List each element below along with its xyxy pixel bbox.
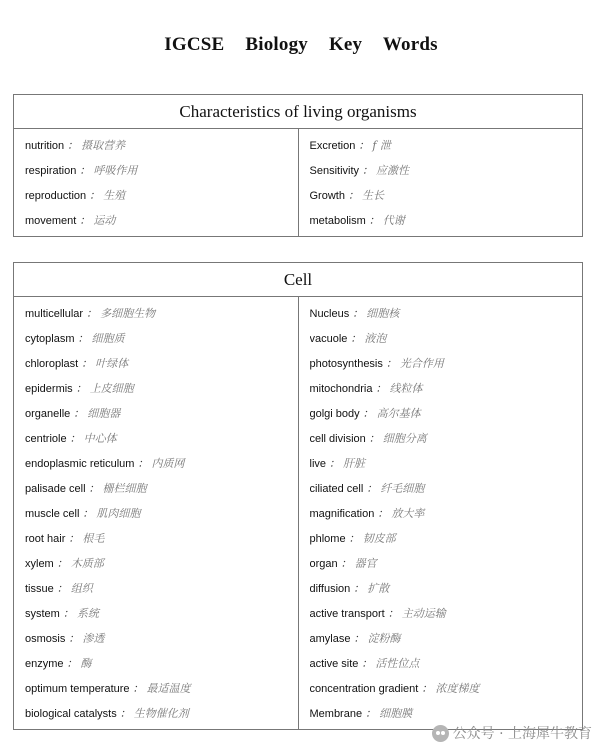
term-english: palisade cell — [25, 483, 86, 495]
term-row — [310, 575, 583, 600]
term-chinese: 细胞核 — [366, 307, 400, 320]
term-chinese: 放大率 — [391, 507, 425, 520]
term-english: Nucleus — [309, 308, 350, 320]
term-english: nutrition — [25, 140, 65, 152]
term-separator: ： — [132, 682, 144, 695]
term-english: Sensitivity — [309, 165, 360, 177]
term-separator: ： — [66, 657, 78, 670]
term-row — [310, 650, 583, 675]
term-separator: ： — [368, 432, 380, 445]
term-chinese: 叶绿体 — [95, 357, 129, 370]
term-english: phlome — [309, 533, 346, 545]
term-english: active site — [309, 658, 359, 670]
term-english: movement — [25, 215, 77, 227]
characteristics-table — [13, 94, 583, 237]
term-separator: ： — [73, 407, 85, 420]
term-separator: ： — [137, 457, 149, 470]
term-separator: ： — [68, 632, 80, 645]
term-row — [310, 157, 583, 182]
term-separator: ： — [340, 557, 352, 570]
term-separator: ： — [347, 189, 359, 202]
term-row — [310, 207, 583, 232]
term-english: Membrane — [309, 708, 363, 720]
section-heading: Characteristics of living organisms — [14, 95, 583, 129]
term-row — [25, 525, 298, 550]
right-column — [298, 297, 583, 730]
term-separator: ： — [368, 214, 380, 227]
term-english: mitochondria — [309, 383, 373, 395]
term-separator: ： — [86, 307, 98, 320]
left-column — [14, 129, 299, 237]
term-chinese: 上皮细胞 — [89, 382, 134, 395]
term-row — [310, 350, 583, 375]
term-row — [310, 325, 583, 350]
term-english: reproduction — [25, 190, 87, 202]
cell-table — [13, 262, 583, 730]
term-english: ciliated cell — [309, 483, 364, 495]
term-row — [25, 475, 298, 500]
watermark-text: 公众号 · 上海犀牛教育 — [452, 726, 592, 742]
term-row — [310, 400, 583, 425]
term-row — [25, 675, 298, 700]
term-separator: ： — [362, 164, 374, 177]
term-english: epidermis — [25, 383, 73, 395]
term-english: biological catalysts — [25, 708, 117, 720]
term-separator: ： — [353, 582, 365, 595]
term-row — [310, 182, 583, 207]
term-english: system — [25, 608, 60, 620]
term-english: golgi body — [309, 408, 360, 420]
term-row — [25, 650, 298, 675]
term-separator: ： — [79, 164, 91, 177]
term-separator: ： — [421, 682, 433, 695]
term-separator: ： — [362, 407, 374, 420]
term-chinese: 内质网 — [151, 457, 185, 470]
term-separator: ： — [353, 632, 365, 645]
term-row — [25, 157, 298, 182]
term-english: respiration — [25, 165, 77, 177]
term-chinese: 光合作用 — [399, 357, 444, 370]
term-chinese: 呼吸作用 — [93, 164, 138, 177]
term-english: vacuole — [309, 333, 348, 345]
term-row — [25, 207, 298, 232]
term-separator: ： — [352, 307, 364, 320]
term-row — [310, 375, 583, 400]
term-separator: ： — [62, 607, 74, 620]
term-chinese: 浓度梯度 — [435, 682, 480, 695]
section-heading: Cell — [14, 263, 583, 297]
term-chinese: 细胞膜 — [379, 707, 413, 720]
term-row — [310, 300, 583, 325]
term-row — [25, 600, 298, 625]
term-chinese: 主动运输 — [401, 607, 446, 620]
term-row — [25, 300, 298, 325]
term-separator: ： — [387, 607, 399, 620]
term-separator: ： — [69, 432, 81, 445]
term-english: amylase — [309, 633, 351, 645]
term-english: magnification — [309, 508, 375, 520]
term-english: metabolism — [309, 215, 366, 227]
term-separator: ： — [89, 189, 101, 202]
term-row — [310, 700, 583, 725]
term-row — [310, 675, 583, 700]
term-chinese: 纤毛细胞 — [380, 482, 425, 495]
term-chinese: 活性位点 — [375, 657, 420, 670]
term-row — [25, 575, 298, 600]
term-separator: ： — [81, 357, 93, 370]
term-chinese: 渗透 — [82, 632, 105, 645]
term-row — [25, 182, 298, 207]
term-english: Excretion — [309, 140, 356, 152]
term-english: concentration gradient — [309, 683, 419, 695]
term-separator: ： — [82, 507, 94, 520]
term-row — [310, 550, 583, 575]
wechat-icon — [432, 725, 449, 742]
page-title: IGCSE Biology Key Words — [164, 34, 438, 55]
term-row — [310, 625, 583, 650]
term-row — [25, 550, 298, 575]
term-english: enzyme — [25, 658, 64, 670]
term-separator: ： — [385, 357, 397, 370]
term-chinese: f 泄 — [372, 139, 391, 152]
term-english: endoplasmic reticulum — [25, 458, 135, 470]
term-english: chloroplast — [25, 358, 79, 370]
term-row — [310, 425, 583, 450]
term-chinese: 细胞器 — [87, 407, 121, 420]
term-row — [310, 525, 583, 550]
term-chinese: 韧皮部 — [362, 532, 396, 545]
term-chinese: 肌肉细胞 — [96, 507, 141, 520]
term-separator: ： — [375, 382, 387, 395]
term-row — [25, 375, 298, 400]
term-english: xylem — [25, 558, 54, 570]
term-row — [25, 400, 298, 425]
term-row — [25, 425, 298, 450]
term-separator: ： — [119, 707, 131, 720]
term-separator: ： — [329, 457, 341, 470]
term-row — [310, 600, 583, 625]
term-english: organelle — [25, 408, 71, 420]
term-separator: ： — [77, 332, 89, 345]
term-chinese: 液泡 — [364, 332, 387, 345]
term-english: photosynthesis — [309, 358, 383, 370]
term-chinese: 组织 — [70, 582, 93, 595]
term-chinese: 代谢 — [382, 214, 405, 227]
term-chinese: 线粒体 — [389, 382, 423, 395]
term-row — [25, 700, 298, 725]
term-chinese: 生殖 — [103, 189, 126, 202]
term-separator: ： — [358, 139, 370, 152]
term-chinese: 运动 — [93, 214, 116, 227]
term-english: centriole — [25, 433, 67, 445]
term-row — [310, 132, 583, 157]
left-column — [14, 297, 299, 730]
term-english: cell division — [309, 433, 366, 445]
term-separator: ： — [366, 482, 378, 495]
term-row — [25, 450, 298, 475]
term-chinese: 生长 — [361, 189, 384, 202]
term-row — [25, 325, 298, 350]
term-chinese: 根毛 — [82, 532, 105, 545]
term-separator: ： — [67, 139, 79, 152]
term-english: cytoplasm — [25, 333, 75, 345]
term-english: optimum temperature — [25, 683, 130, 695]
term-chinese: 系统 — [76, 607, 99, 620]
term-chinese: 多细胞生物 — [100, 307, 156, 320]
term-chinese: 扩散 — [367, 582, 390, 595]
term-chinese: 木质部 — [70, 557, 104, 570]
term-chinese: 摄取营养 — [81, 139, 126, 152]
term-english: tissue — [25, 583, 54, 595]
term-english: root hair — [25, 533, 66, 545]
term-chinese: 栅栏细胞 — [102, 482, 147, 495]
term-row — [310, 450, 583, 475]
term-separator: ： — [365, 707, 377, 720]
term-chinese: 器官 — [354, 557, 377, 570]
watermark — [432, 723, 592, 743]
term-separator: ： — [75, 382, 87, 395]
term-chinese: 肝脏 — [343, 457, 366, 470]
term-chinese: 生物催化剂 — [133, 707, 189, 720]
term-row — [310, 500, 583, 525]
term-chinese: 淀粉酶 — [367, 632, 401, 645]
term-english: osmosis — [25, 633, 66, 645]
term-separator: ： — [88, 482, 100, 495]
term-separator: ： — [348, 532, 360, 545]
term-row — [310, 475, 583, 500]
term-separator: ： — [56, 557, 68, 570]
term-chinese: 应激性 — [376, 164, 410, 177]
term-english: multicellular — [25, 308, 84, 320]
term-row — [25, 625, 298, 650]
term-english: Growth — [309, 190, 345, 202]
term-english: active transport — [309, 608, 385, 620]
term-separator: ： — [361, 657, 373, 670]
term-row — [25, 350, 298, 375]
term-chinese: 细胞分离 — [382, 432, 427, 445]
term-separator: ： — [56, 582, 68, 595]
term-separator: ： — [350, 332, 362, 345]
term-separator: ： — [79, 214, 91, 227]
term-row — [25, 500, 298, 525]
term-english: live — [309, 458, 327, 470]
right-column — [298, 129, 583, 237]
term-chinese: 细胞质 — [91, 332, 125, 345]
term-chinese: 高尔基体 — [376, 407, 421, 420]
term-chinese: 酶 — [80, 657, 92, 670]
term-chinese: 中心体 — [83, 432, 117, 445]
term-english: muscle cell — [25, 508, 80, 520]
term-english: organ — [309, 558, 338, 570]
term-separator: ： — [68, 532, 80, 545]
term-chinese: 最适温度 — [146, 682, 191, 695]
term-row — [25, 132, 298, 157]
term-english: diffusion — [309, 583, 351, 595]
term-separator: ： — [377, 507, 389, 520]
